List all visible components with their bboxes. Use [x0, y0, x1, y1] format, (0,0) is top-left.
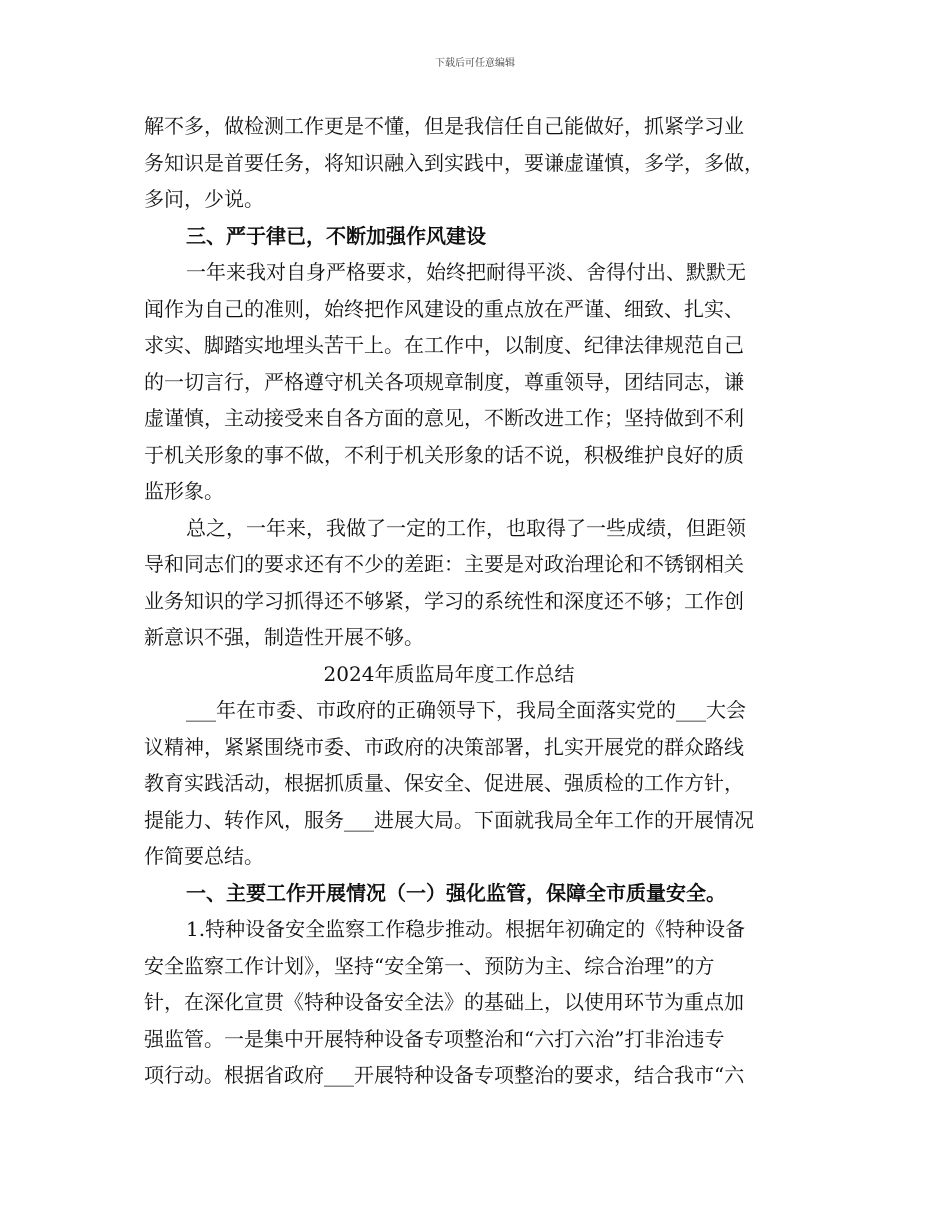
paragraph-line: ___年在市委、市政府的正确领导下，我局全面落实党的___大会: [186, 698, 746, 722]
paragraph-line: 闻作为自己的准则，始终把作风建设的重点放在严谨、细致、扎实、: [144, 296, 744, 321]
paragraph-line: 作简要总结。: [144, 844, 264, 868]
paragraph-line: 虚谨慎，主动接受来自各方面的意见，不断改进工作；坚持做到不利: [144, 406, 744, 430]
paragraph-line: 提能力、转作风，服务___进展大局。下面就我局全年工作的开展情况: [144, 807, 754, 832]
paragraph-line: 一年来我对自身严格要求，始终把耐得平淡、舍得付出、默默无: [186, 260, 746, 284]
paragraph-line: 多问，少说。: [144, 187, 264, 211]
document-title: 2024年质监局年度工作总结: [323, 661, 575, 686]
paragraph-line: 强监管。一是集中开展特种设备专项整治和“六打六治”打非治违专: [144, 1026, 725, 1051]
document-body: [144, 108, 844, 1094]
paragraph-line: 业务知识的学习抓得还不够紧，学习的系统性和深度还不够；工作创: [144, 588, 744, 613]
paragraph-line: 新意识不强，制造性开展不够。: [144, 625, 424, 649]
paragraph-line: 教育实践活动，根据抓质量、保安全、促进展、强质检的工作方针，: [144, 771, 744, 795]
paragraph-line: 议精神，紧紧围绕市委、市政府的决策部署，扎实开展党的群众路线: [144, 734, 744, 759]
paragraph-line: 的一切言行，严格遵守机关各项规章制度，尊重领导，团结同志，谦: [144, 369, 744, 394]
section-heading: 三、严于律已，不断加强作风建设: [186, 223, 486, 248]
paragraph-line: 项行动。根据省政府___开展特种设备专项整治的要求，结合我市“六: [144, 1063, 745, 1087]
section-heading: 一、主要工作开展情况（一）强化监管，保障全市质量安全。: [186, 880, 726, 905]
paragraph-line: 求实、脚踏实地埋头苦干上。在工作中，以制度、纪律法律规范自己: [144, 333, 744, 357]
paragraph-line: 导和同志们的要求还有不少的差距：主要是对政治理论和不锈钢相关: [144, 552, 744, 576]
page-header: 下载后可任意编辑: [435, 58, 515, 69]
paragraph-line: 总之，一年来，我做了一定的工作，也取得了一些成绩，但距领: [186, 515, 746, 540]
paragraph-line: 安全监察工作计划》，坚持“安全第一、预防为主、综合治理”的方: [144, 953, 715, 978]
paragraph-line: 针，在深化宣贯《特种设备安全法》的基础上，以使用环节为重点加: [144, 990, 744, 1014]
paragraph-line: 务知识是首要任务，将知识融入到实践中，要谦虚谨慎，多学，多做，: [144, 150, 764, 175]
paragraph-line: 1.特种设备安全监察工作稳步推动。根据年初确定的《特种设备: [186, 917, 746, 941]
paragraph-line: 解不多，做检测工作更是不懂，但是我信任自己能做好，抓紧学习业: [144, 114, 744, 138]
paragraph-line: 监形象。: [144, 479, 224, 503]
paragraph-line: 于机关形象的事不做，不利于机关形象的话不说，积极维护良好的质: [144, 442, 744, 467]
